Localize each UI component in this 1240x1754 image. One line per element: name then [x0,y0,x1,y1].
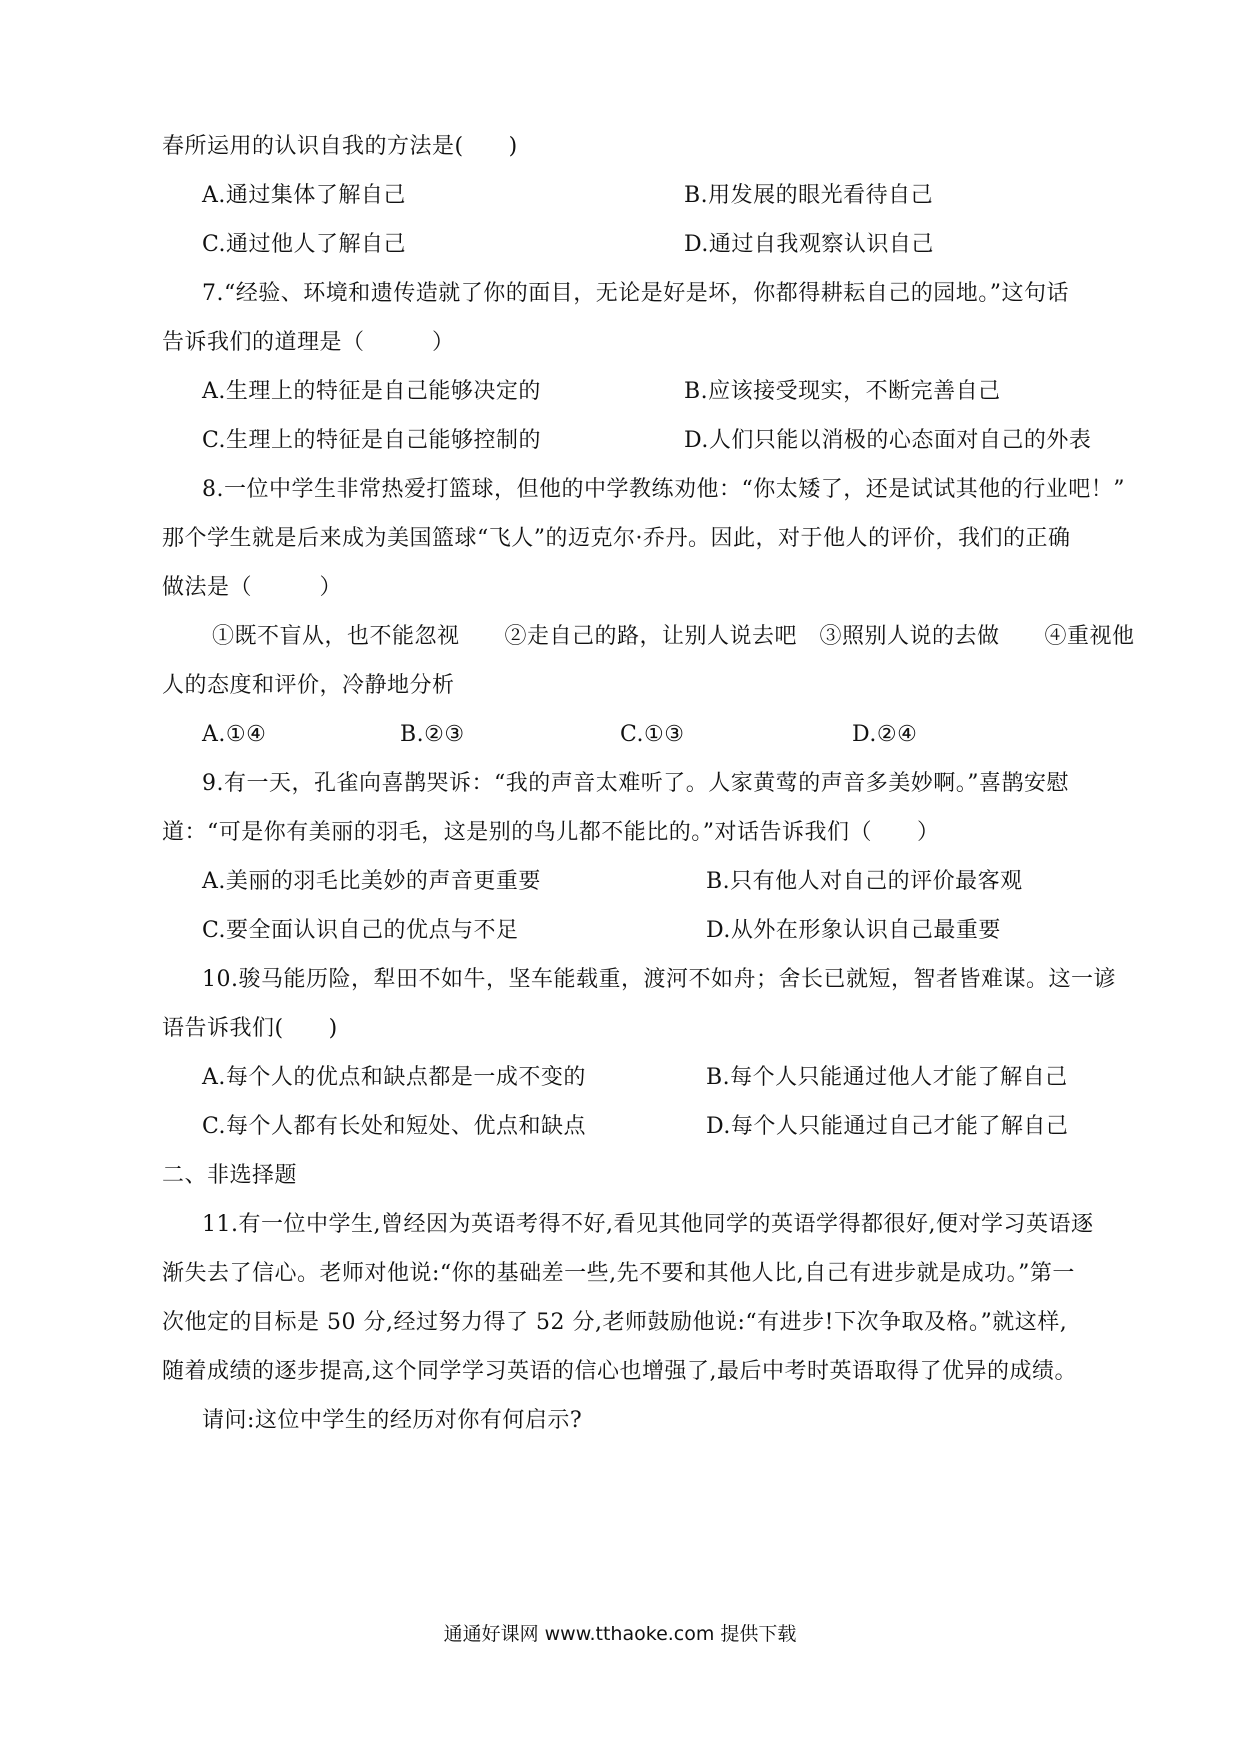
q11-stem-line-3: 次他定的目标是 50 分,经过努力得了 52 分,老师鼓励他说:“有进步!下次争取及格。”就这样, [162,1310,1068,1335]
q10-option-d: D.每个人只能通过自己才能了解自己 [706,1114,1069,1139]
q8-option-a: A.①④ [202,722,267,747]
q6-option-b: B.用发展的眼光看待自己 [684,183,934,208]
q8-stem-line-1: 8.一位中学生非常热爱打篮球，但他的中学教练劝他：“你太矮了，还是试试其他的行业吧！” [202,477,1125,502]
q6-option-d: D.通过自我观察认识自己 [684,232,934,257]
q9-stem-line-1: 9.有一天，孔雀向喜鹊哭诉：“我的声音太难听了。人家黄莺的声音多美妙啊。”喜鹊安慰 [202,771,1069,796]
q9-option-b: B.只有他人对自己的评价最客观 [706,869,1023,894]
q7-option-c: C.生理上的特征是自己能够控制的 [202,428,542,453]
q10-stem-line-2: 语告诉我们( ) [162,1016,338,1041]
q8-stem-line-2: 那个学生就是后来成为美国篮球“飞人”的迈克尔·乔丹。因此，对于他人的评价，我们的正确 [162,526,1071,551]
q6-option-c: C.通过他人了解自己 [202,232,407,257]
q8-option-d: D.②④ [852,722,918,747]
q8-stem-line-3: 做法是（ ） [162,575,343,600]
footer-credit: 通通好课网 www.tthaoke.com 提供下载 [443,1623,797,1645]
q11-stem-line-2: 渐失去了信心。老师对他说:“你的基础差一些,先不要和其他人比,自己有进步就是成功。”第一 [162,1261,1075,1286]
q11-question: 请问:这位中学生的经历对你有何启示? [202,1408,583,1433]
q10-option-a: A.每个人的优点和缺点都是一成不变的 [202,1065,586,1090]
q7-stem-line-1: 7.“经验、环境和遗传造就了你的面目，无论是好是坏，你都得耕耘自己的园地。”这句话 [202,281,1069,306]
q9-option-a: A.美丽的羽毛比美妙的声音更重要 [202,869,541,894]
q6-option-a: A.通过集体了解自己 [202,183,406,208]
q10-option-c: C.每个人都有长处和短处、优点和缺点 [202,1114,587,1139]
q8-items-line-2: 人的态度和评价，冷静地分析 [162,673,455,698]
q10-option-b: B.每个人只能通过他人才能了解自己 [706,1065,1068,1090]
q11-stem-line-4: 随着成绩的逐步提高,这个同学学习英语的信心也增强了,最后中考时英语取得了优异的成绩。 [162,1359,1077,1384]
q8-items-line-1: ①既不盲从，也不能忽视 ②走自己的路，让别人说去吧 ③照别人说的去做 ④重视他 [212,624,1135,649]
q7-option-a: A.生理上的特征是自己能够决定的 [202,379,541,404]
q7-option-b: B.应该接受现实，不断完善自己 [684,379,1001,404]
q9-stem-line-2: 道：“可是你有美丽的羽毛，这是别的鸟儿都不能比的。”对话告诉我们（ ） [162,820,940,845]
q10-stem-line-1: 10.骏马能历险，犁田不如牛，坚车能载重，渡河不如舟；舍长已就短，智者皆难谋。这一谚 [202,967,1116,992]
q9-option-d: D.从外在形象认识自己最重要 [706,918,1001,943]
q9-option-c: C.要全面认识自己的优点与不足 [202,918,519,943]
q8-option-c: C.①③ [620,722,685,747]
q7-option-d: D.人们只能以消极的心态面对自己的外表 [684,428,1092,453]
q11-stem-line-1: 11.有一位中学生,曾经因为英语考得不好,看见其他同学的英语学得都很好,便对学习英语逐 [202,1212,1094,1237]
section-heading: 二、非选择题 [162,1163,298,1188]
q8-option-b: B.②③ [400,722,465,747]
q6-stem: 春所运用的认识自我的方法是( ) [162,134,518,159]
q7-stem-line-2: 告诉我们的道理是（ ） [162,330,455,355]
